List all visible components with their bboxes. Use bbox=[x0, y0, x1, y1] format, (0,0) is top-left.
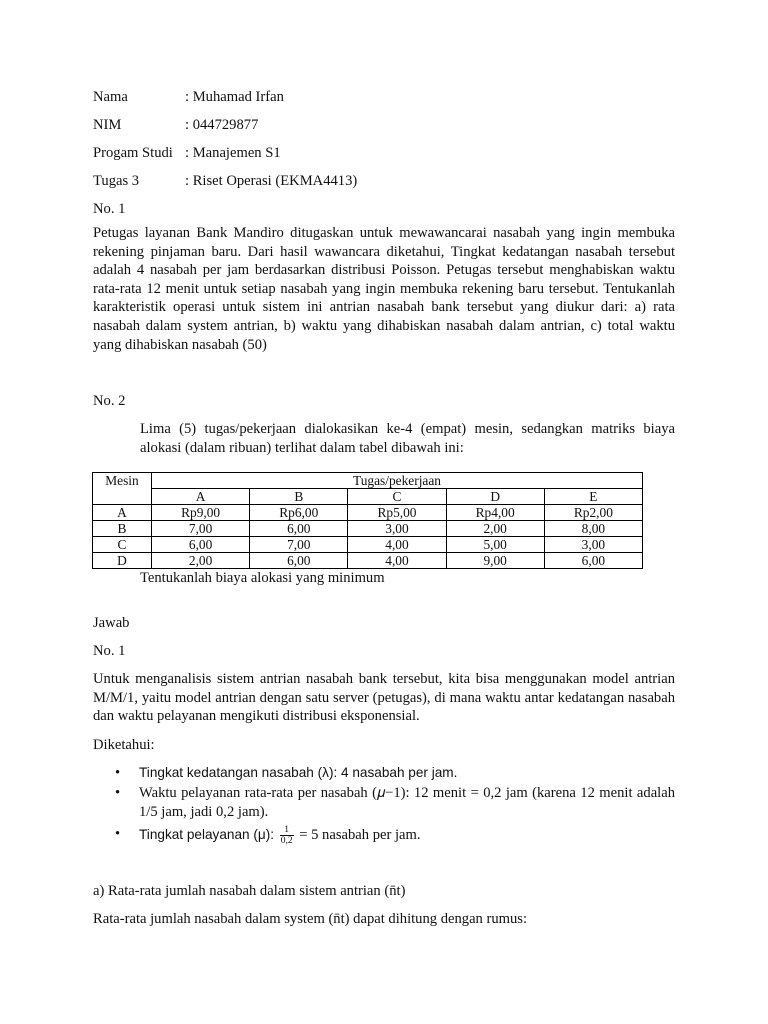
table-cell: 4,00 bbox=[348, 537, 446, 553]
header-row-program: Progam Studi : Manajemen S1 bbox=[93, 145, 281, 161]
table-cell: 6,00 bbox=[250, 553, 348, 569]
q2-instruction: Tentukanlah biaya alokasi yang minimum bbox=[140, 570, 385, 586]
formula-intro: Rata-rata jumlah nasabah dalam system (n̄t) dapat dihitung dengan rumus: bbox=[93, 911, 528, 927]
table-column-row bbox=[93, 489, 643, 505]
q1-heading: No. 1 bbox=[93, 201, 126, 217]
table-cell: 3,00 bbox=[348, 521, 446, 537]
part-a-heading: a) Rata-rata jumlah nasabah dalam sistem antrian (n̄t) bbox=[93, 883, 406, 899]
table-cell: Rp5,00 bbox=[348, 505, 446, 521]
answer-subheading: No. 1 bbox=[93, 643, 126, 659]
table-cell: 8,00 bbox=[544, 521, 642, 537]
column-header: B bbox=[250, 489, 348, 505]
list-item: • Tingkat pelayanan (μ): $\frac{1}{0,2}$ = 5 nasabah per jam. bbox=[115, 825, 421, 847]
list-item: • Tingkat kedatangan nasabah (λ): 4 nasabah per jam. bbox=[115, 765, 458, 781]
row-label: A bbox=[93, 505, 152, 521]
table-cell: 9,00 bbox=[446, 553, 544, 569]
bullet-icon: • bbox=[115, 785, 121, 802]
q2-heading: No. 2 bbox=[93, 393, 126, 409]
table-cell: 6,00 bbox=[152, 537, 250, 553]
fraction: $\frac{1}{0,2}$ bbox=[280, 825, 293, 847]
answer-heading: Jawab bbox=[93, 615, 130, 631]
table-cell: 4,00 bbox=[348, 553, 446, 569]
row-label: B bbox=[93, 521, 152, 537]
table-cell: 2,00 bbox=[152, 553, 250, 569]
column-header: D bbox=[446, 489, 544, 505]
table-cell: Rp6,00 bbox=[250, 505, 348, 521]
table-cell: Rp4,00 bbox=[446, 505, 544, 521]
table-cell: 7,00 bbox=[152, 521, 250, 537]
header-row-nama: Nama : Muhamad Irfan bbox=[93, 89, 284, 105]
q1-text: Petugas layanan Bank Mandiro ditugaskan untuk mewawancarai nasabah yang ingin membuka rekening pinjaman baru. Dari hasil wawancara diketahui, Tingkat kedatangan nasabah tersebut adalah 4 nasabah per jam berdasarkan distribusi Poisson. Petugas tersebut menghabiskan waktu rata-rata 12 menit untuk setiap nasabah yang ingin membuka rekening baru tersebut. Tentukanlah karakteristik operasi untuk sistem ini antrian nasabah bank tersebut yang diukur dari: a) rata nasabah dalam system antrian, b) waktu yang dihabiskan nasabah dalam antrian, c) total waktu yang dihabiskan nasabah (50) bbox=[93, 225, 675, 353]
table-cell: 6,00 bbox=[250, 521, 348, 537]
table-header-row bbox=[93, 473, 643, 489]
known-label: Diketahui: bbox=[93, 737, 155, 753]
answer-intro: Untuk menganalisis sistem antrian nasabah bank tersebut, kita bisa menggunakan model antrian M/M/1, yaitu model antrian dengan satu server (petugas), di mana waktu antar kedatangan nasabah dan waktu pelayanan mengikuti distribusi eksponensial. bbox=[93, 671, 675, 725]
table-row bbox=[93, 505, 643, 521]
table-cell: 6,00 bbox=[544, 553, 642, 569]
header-row-tugas: Tugas 3 : Riset Operasi (EKMA4413) bbox=[93, 173, 358, 189]
table-cell: 2,00 bbox=[446, 521, 544, 537]
table-corner: Mesin bbox=[93, 473, 152, 505]
table-row bbox=[93, 537, 643, 553]
table-cell: 7,00 bbox=[250, 537, 348, 553]
row-label: C bbox=[93, 537, 152, 553]
list-item: • Waktu pelayanan rata-rata per nasabah (𝜇−1): 12 menit = 0,2 jam (karena 12 menit adalah 1/5 jam, jadi 0,2 jam). bbox=[115, 785, 675, 820]
table-cell: Rp9,00 bbox=[152, 505, 250, 521]
bullet-icon: • bbox=[115, 765, 121, 781]
header-row-nim: NIM : 044729877 bbox=[93, 117, 259, 133]
column-header: E bbox=[544, 489, 642, 505]
row-label: D bbox=[93, 553, 152, 569]
table-cell: 3,00 bbox=[544, 537, 642, 553]
q2-text: Lima (5) tugas/pekerjaan dialokasikan ke-4 (empat) mesin, sedangkan matriks biaya alokasi (dalam ribuan) terlihat dalam tabel dibawah ini: bbox=[140, 421, 675, 456]
table-cell: Rp2,00 bbox=[544, 505, 642, 521]
cost-matrix-table bbox=[92, 472, 643, 569]
known-list bbox=[93, 764, 675, 848]
column-header: A bbox=[152, 489, 250, 505]
table-cell: 5,00 bbox=[446, 537, 544, 553]
bullet-icon: • bbox=[115, 826, 121, 843]
table-row bbox=[93, 553, 643, 569]
column-header: C bbox=[348, 489, 446, 505]
table-row bbox=[93, 521, 643, 537]
table-group-header: Tugas/pekerjaan bbox=[152, 473, 643, 489]
